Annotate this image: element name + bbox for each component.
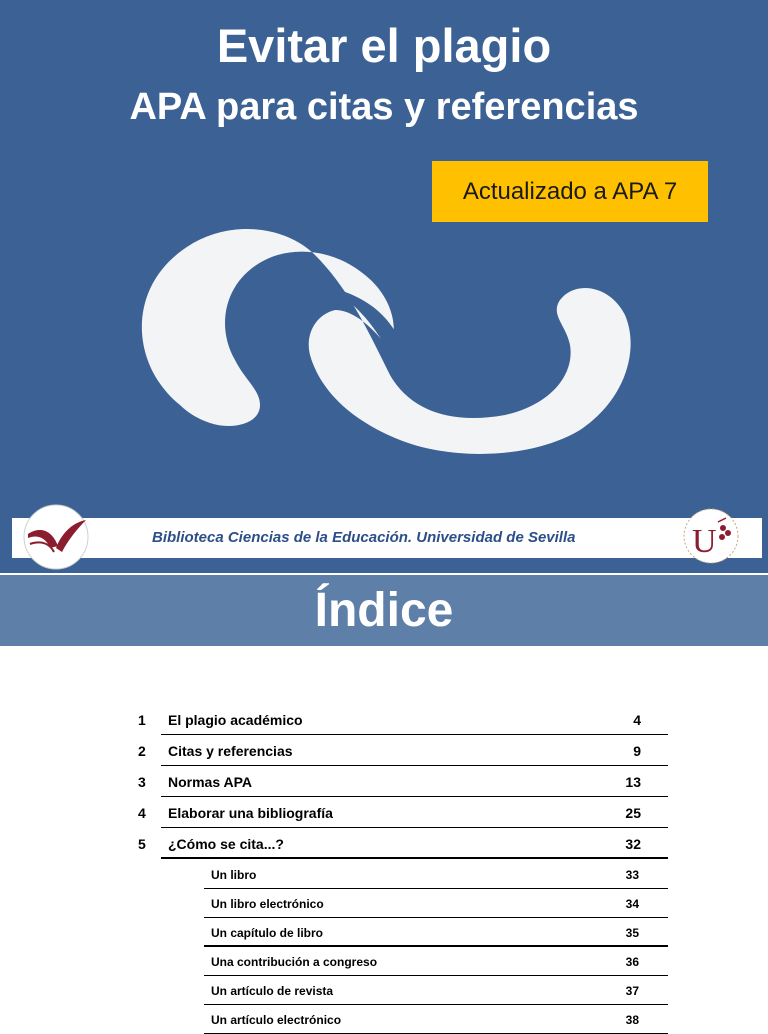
toc-page: 38 <box>625 1013 639 1027</box>
toc-page: 34 <box>625 897 639 911</box>
toc-label: Normas APA <box>168 774 253 790</box>
toc-page: 35 <box>625 926 639 940</box>
index-title: Índice <box>0 575 768 646</box>
toc-page: 37 <box>625 984 639 998</box>
toc-label: Una contribución a congreso <box>211 955 378 969</box>
library-name: Biblioteca Ciencias de la Educación. Universidad de Sevilla <box>152 529 576 546</box>
toc-page: 36 <box>625 955 639 969</box>
toc-page: 4 <box>633 712 641 728</box>
toc-page: 32 <box>625 836 641 852</box>
svg-text:U: U <box>692 523 717 560</box>
toc-main-row[interactable] <box>0 735 768 766</box>
toc-divider <box>161 857 668 859</box>
toc-main-row[interactable] <box>0 797 768 828</box>
toc-label: Un libro electrónico <box>211 897 324 911</box>
toc-label: Citas y referencias <box>168 743 293 759</box>
toc-label: Elaborar una bibliografía <box>168 805 333 821</box>
toc-page: 33 <box>625 868 639 882</box>
swirl-emblem-icon <box>120 215 640 465</box>
apa-version-badge: Actualizado a APA 7 <box>432 161 708 222</box>
toc-main-row[interactable] <box>0 828 768 859</box>
cover-subtitle: APA para citas y referencias <box>129 86 639 128</box>
toc-main-row[interactable] <box>0 766 768 797</box>
toc-label: Un artículo de revista <box>211 984 334 998</box>
cover-title: Evitar el plagio <box>216 19 552 72</box>
toc-label: Un libro <box>211 868 257 882</box>
toc-sub-row[interactable] <box>0 947 768 976</box>
toc-main-row[interactable] <box>0 704 768 735</box>
toc-label: El plagio académico <box>168 712 303 728</box>
toc-label: Un artículo electrónico <box>211 1013 342 1027</box>
toc-page: 9 <box>633 743 641 759</box>
toc-number: 2 <box>138 743 146 759</box>
toc-sub-row[interactable] <box>0 889 768 918</box>
toc-sub-row[interactable] <box>0 976 768 1005</box>
university-seal-icon <box>678 506 744 566</box>
toc-label: ¿Cómo se cita...? <box>168 836 284 852</box>
toc-sub-row[interactable] <box>0 1005 768 1034</box>
toc-sub-row[interactable] <box>0 918 768 947</box>
library-logo-icon <box>22 504 90 570</box>
toc-page: 13 <box>625 774 641 790</box>
toc-number: 5 <box>138 836 146 852</box>
toc-sub-row[interactable] <box>0 860 768 889</box>
toc-label: Un capítulo de libro <box>211 926 324 940</box>
toc-number: 3 <box>138 774 146 790</box>
toc-page: 25 <box>625 805 641 821</box>
toc-number: 1 <box>138 712 146 728</box>
toc-number: 4 <box>138 805 146 821</box>
